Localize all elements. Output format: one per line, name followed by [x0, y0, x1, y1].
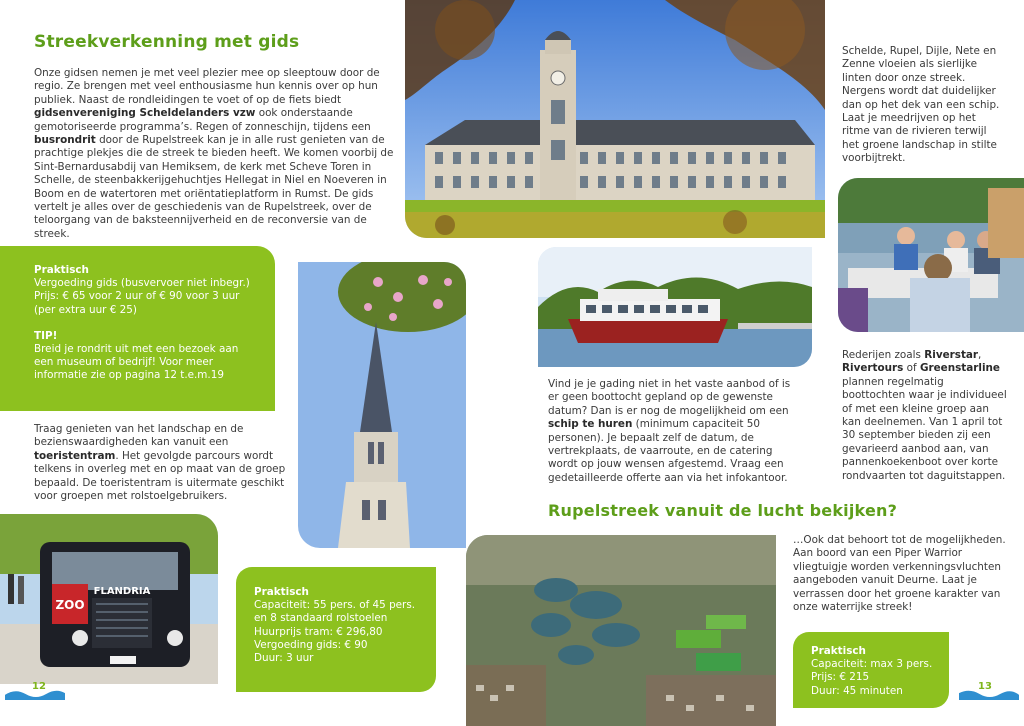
box-heading: Praktisch: [811, 645, 866, 657]
intro-paragraph: [34, 67, 396, 241]
box-line: Duur: 45 minuten: [811, 684, 903, 697]
page-title-air: Rupelstreek vanuit de lucht bekijken?: [548, 501, 898, 520]
boat-text-1: Vind je je gading niet in het vaste aanbod of is er geen boottocht gepland op de gewenste datum? Dan is er nog de mogelijkheid om een: [548, 378, 791, 417]
tip-text: Breid je rondrit uit met een bezoek aan een museum of bedrijf! Voor meer informatie zie op pagina 12 t.e.m.19: [34, 343, 239, 382]
box-line: Capaciteit: max 3 pers.: [811, 658, 933, 671]
boat-deck-illustration: [838, 178, 1024, 332]
boat-text-2: (minimum capaciteit 50 personen). Je bepaalt zelf de datum, de vertrekplaats, de vaarroute, en de catering wordt op jouw wensen afgestemd. Vraag een gedetailleerde offerte aan via het infokantoor.: [548, 418, 788, 484]
tram-text-1: Traag genieten van het landschap en de bezienswaardigheden kan vanuit een: [34, 423, 244, 449]
rederijen-text-1: Rederijen zoals: [842, 349, 925, 361]
tram-illustration: [0, 514, 218, 684]
rederijen-text-4: plannen regelmatig boottochten waar je individueel of met een kleine groep aan kan deelnemen. Van 1 april tot 30 september bieden zij een gevarieerd aanbod aan, van pannenkoekenboot over korte rondvaarten tot daguitstappen.: [842, 375, 1007, 482]
church-illustration: [298, 262, 466, 548]
boat-bold: schip te huren: [548, 418, 633, 431]
box-line: (per extra uur € 25): [34, 303, 137, 316]
intro-text-1: Onze gidsen nemen je met veel plezier mee op sleeptouw door de regio. Ze brengen met veel enthousiasme hun kennis over op hun publiek. Naast de rondleidingen te voet of op de fiets biedt: [34, 67, 380, 106]
box-heading: Praktisch: [254, 586, 309, 598]
page-number-left: 12: [32, 681, 46, 692]
aerial-photo: [466, 535, 776, 726]
box-line: en 8 standaard rolstoelen: [254, 612, 388, 625]
tram-text-2: . Het gevolgde parcours wordt telkens in overleg met en op maat van de groep bepaald. De toeristentram is uitermate geschikt voor groepen met rolstoelgebruikers.: [34, 449, 286, 503]
page-title-left: Streekverkenning met gids: [34, 32, 300, 52]
tram-logo-text: FLANDRIA: [93, 586, 151, 597]
air-paragraph: …Ook dat behoort tot de mogelijkheden. Aan boord van een Piper Warrior vliegtuigje worden verkenningsvluchten aangeboden vanuit Deurne. Laat je verrassen door het groene karakter van onze waterrijke streek!: [793, 534, 1006, 614]
intro-bold-2: busrondrit: [34, 134, 96, 147]
boat-photo: [538, 247, 812, 367]
church-photo: [298, 262, 466, 548]
boat-illustration: [538, 247, 812, 367]
rederijen-bold-3: Greenstarline: [919, 362, 1000, 375]
box-line: Vergoeding gids: € 90: [254, 638, 368, 651]
rederijen-paragraph: [842, 349, 1007, 483]
box-line: Prijs: € 65 voor 2 uur of € 90 voor 3 uur: [34, 290, 240, 303]
tram-bold: toeristentram: [34, 449, 116, 462]
praktisch-box-flight: [793, 632, 949, 708]
box-line: Vergoeding gids (busvervoer niet inbegr.): [34, 277, 250, 290]
intro-text-3: door de Rupelstreek kan je in alle rust genieten van de prachtige plekjes die de streek te bieden heeft. We komen voorbij de Sint-Bernardusabdij van Hemiksem, de kerk met Scheve Toren in Schelle, de steenbakkerijgehuchtjes Hellegat in Niel en Noeveren in Boom en de watertoren met oriëntatieplatform in Rumst. De gids vertelt je alles over de geschiedenis van de Rupelstreek, over de teloorgang van de baksteennijverheid en de reconversie van de streek.: [34, 134, 394, 240]
tram-paragraph: [34, 423, 290, 503]
rederijen-bold-1: Riverstar: [924, 349, 979, 361]
rivers-paragraph: Schelde, Rupel, Dijle, Nete en Zenne vloeien als sierlijke linten door onze streek. Nergens wordt dat duidelijker dan op het dek van een schip. Laat je meedrijven op het ritme van de rivieren terwijl het groene landschap in stilte voorbijtrekt.: [842, 45, 1000, 165]
box-heading: Praktisch: [34, 264, 89, 276]
box-line: Capaciteit: 55 pers. of 45 pers.: [254, 599, 416, 612]
rederijen-text-2: ,: [978, 349, 982, 361]
box-line: Huurprijs tram: € 296,80: [254, 625, 383, 638]
abbey-illustration: [405, 0, 825, 238]
rederijen-text-3: of: [903, 362, 920, 375]
intro-bold-1: gidsenvereniging Scheldelanders vzw: [34, 107, 256, 120]
box-line: Duur: 3 uur: [254, 652, 314, 665]
aerial-illustration: [466, 535, 776, 726]
tram-photo: [0, 514, 218, 684]
tip-heading: TIP!: [34, 329, 58, 342]
abbey-photo: [405, 0, 825, 238]
praktisch-box-tram: [236, 567, 436, 692]
page-number-right: 13: [978, 681, 992, 692]
tram-plate-text: ZOO: [55, 598, 85, 612]
box-line: Prijs: € 215: [811, 671, 870, 684]
boat-deck-photo: [838, 178, 1024, 332]
rederijen-bold-2: Rivertours: [842, 362, 904, 375]
praktisch-box-bus: [0, 246, 275, 411]
boat-paragraph: [548, 378, 793, 485]
intro-text-2: ook onderstaande gemotoriseerde programma’s. Regen of zonneschijn, tijdens een: [34, 107, 371, 133]
